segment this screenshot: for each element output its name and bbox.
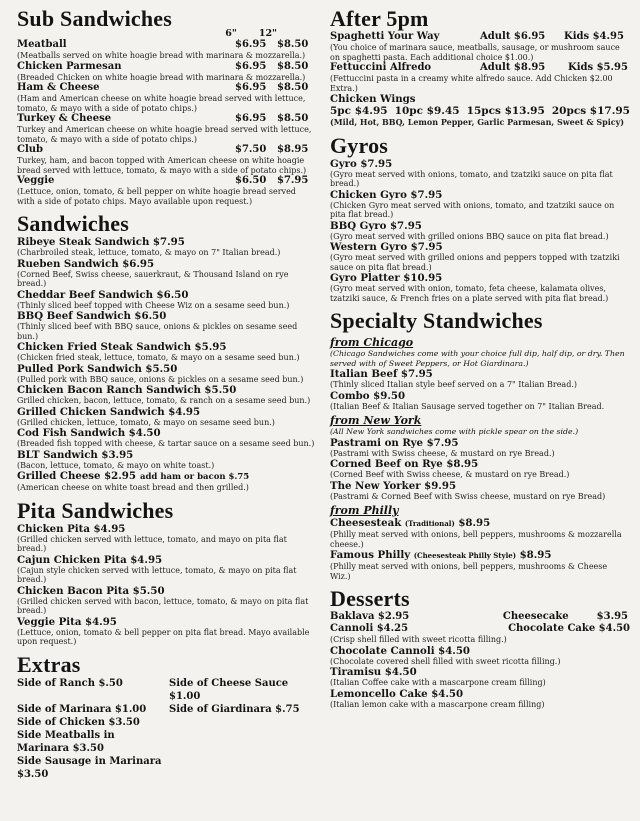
item-desc: (Lettuce, onion, tomato, & bell pepper on white hoagie bread served with a side of potato chips. Mayo available upon request.) [17, 187, 296, 206]
list-item [17, 310, 315, 341]
gyro-list [330, 158, 630, 304]
section-title: Gyros [330, 132, 389, 158]
baklava: Baklava $2.95 [330, 611, 410, 622]
item-desc: (Gyro meat served with onions, tomato, and tzatziki sauce on pita flat bread.) [330, 169, 613, 188]
list-item [17, 341, 315, 363]
extra-item: Side of Cheese Sauce $1.00 [169, 677, 289, 702]
sandwiches-section [17, 211, 315, 493]
price-6: $7.50 [235, 144, 267, 155]
price-12: $7.95 [277, 175, 309, 186]
pita-list [17, 523, 315, 647]
extra-item [169, 716, 315, 729]
item-desc: (American cheese on white toast bread and then grilled.) [17, 483, 249, 492]
region-newyork: from New York [330, 414, 422, 427]
list-item [17, 616, 315, 647]
extra-item: Side of Ranch $.50 [17, 677, 123, 689]
cheesecake-price: $3.95 [596, 611, 628, 622]
dessert-row-1 [330, 611, 630, 623]
item-desc: (Fettuccini pasta in a creamy white alfredo sauce. Add Chicken $2.00 Extra.) [330, 74, 613, 93]
item-desc: (Grilled chicken, lettuce, tomato, & mayo on sesame seed bun.) [17, 417, 275, 427]
item-name [17, 470, 315, 483]
section-title: After 5pm [330, 6, 429, 31]
item-title: Italian Beef $7.95 [330, 368, 433, 380]
list-item [17, 449, 315, 471]
price-12: $8.50 [277, 82, 309, 93]
item-title: Cajun Chicken Pita $4.95 [17, 553, 163, 566]
section-title: Sandwiches [17, 211, 130, 236]
price-6: $6.95 [235, 39, 267, 50]
list-item [17, 363, 315, 385]
list-item [330, 368, 630, 390]
item-desc: (Italian Beef & Italian Sausage served together on 7" Italian Bread. [330, 401, 605, 411]
dessert-list [330, 645, 630, 710]
sub-sandwiches-section [17, 6, 315, 206]
item-title: Chocolate Cannoli $4.50 [330, 644, 471, 657]
specialty-section [330, 308, 630, 581]
item-name [330, 645, 630, 657]
item-desc: (Bacon, lettuce, tomato, & mayo on white toast.) [17, 460, 215, 470]
item-desc: (Gyro meat served with grilled onions BBQ sauce on pita flat bread.) [330, 231, 609, 241]
extras-section [17, 652, 315, 781]
item-title: Grilled Cheese $2.95 [17, 470, 136, 482]
item-name [17, 406, 315, 418]
item-desc: Grilled chicken, bacon, lettuce, tomato, & ranch on a sesame seed bun.) [17, 396, 311, 405]
item-name [330, 666, 630, 678]
after5-section [330, 6, 630, 128]
desserts-section [330, 586, 630, 709]
spaghetti-row [330, 31, 630, 43]
cannoli: Cannoli $4.25 [330, 623, 409, 634]
item-row [17, 144, 315, 156]
gyros-section [330, 133, 630, 304]
list-item [330, 645, 630, 667]
item-name: Spaghetti Your Way [330, 31, 440, 42]
item-desc: (Philly meat served with onions, bell peppers, mushrooms & mozzarella cheese.) [330, 530, 622, 549]
item-name: Ham & Cheese [17, 82, 100, 93]
item-row [17, 82, 315, 94]
item-title: Lemoncello Cake $4.50 [330, 687, 464, 700]
item-name: Turkey & Cheese [17, 113, 112, 124]
item-name [17, 427, 315, 439]
list-item [330, 189, 630, 220]
item-desc: (Philly meat served with onions, bell peppers, mushrooms & Cheese Wiz.) [330, 562, 608, 581]
item-desc: Turkey and American cheese on white hoagie bread served with lettuce, tomato, & mayo with a side of potato chips.) [17, 125, 312, 144]
item-title: The New Yorker $9.95 [330, 479, 457, 492]
item-name: Cheesesteak (Traditional) $8.95 [330, 517, 491, 529]
item-name: Famous Philly (Cheesesteak Philly Style) $8.95 [330, 549, 552, 561]
list-item [17, 384, 315, 406]
item-desc: (Chicken fried steak, lettuce, tomato, & mayo on a sesame seed bun.) [17, 353, 300, 362]
price-12: $8.50 [277, 60, 309, 72]
item-title: Ribeye Steak Sandwich $7.95 [17, 236, 185, 248]
sub-list [17, 39, 315, 206]
item-name [17, 585, 315, 597]
item-name [330, 220, 630, 232]
section-title: Specialty Standwiches [330, 308, 543, 333]
extras-list [17, 677, 315, 781]
cheesecake: Cheesecake [502, 611, 569, 622]
region-note: (All New York sandwiches come with pickle spear on the side.) [330, 427, 579, 436]
list-item [330, 241, 630, 272]
item-title: Veggie Pita $4.95 [17, 615, 117, 628]
kids-price: Kids $5.95 [568, 62, 628, 73]
item-title: BBQ Gyro $7.95 [330, 219, 422, 232]
extra-item [169, 729, 315, 755]
wings-10: 10pc $9.45 [394, 105, 460, 117]
item-name [330, 458, 630, 470]
list-item [17, 523, 315, 554]
item-desc: (Breaded Chicken on white hoagie bread with marinara & mozzarella.) [17, 72, 306, 82]
list-item [330, 220, 630, 242]
item-name [330, 390, 630, 402]
list-item [17, 144, 315, 175]
region-chicago: from Chicago [330, 336, 414, 349]
item-title: BBQ Beef Sandwich $6.50 [17, 310, 167, 322]
list-item [17, 289, 315, 311]
extra-item: Side Sausage in Marinara $3.50 [17, 755, 162, 780]
item-title: Combo $9.50 [330, 389, 406, 402]
item-name [330, 241, 630, 253]
item-name [330, 688, 630, 700]
item-desc: (Lettuce, onion, tomato & bell pepper on pita flat bread. Mayo available upon request.) [17, 627, 310, 646]
item-desc: (Thinly sliced beef topped with Cheese Wiz on a sesame seed bun.) [17, 300, 290, 310]
item-desc: (Chocolate covered shell filled with sweet ricotta filling.) [330, 656, 561, 666]
item-row [17, 61, 315, 73]
size-small: 6" [225, 28, 237, 39]
item-desc: Turkey, ham, and bacon topped with American cheese on white hoagie bread served with lettuce, tomato, & mayo with a side of potato chips.) [17, 156, 307, 175]
list-item [330, 158, 630, 189]
section-title: Desserts [330, 586, 410, 611]
wings-20: 20pcs $17.95 [551, 105, 630, 117]
item-desc: (Corned Beef with Swiss cheese, & mustard on rye Bread.) [330, 470, 570, 479]
item-name [17, 310, 315, 322]
section-title: Sub Sandwiches [17, 6, 173, 31]
chocolate-cake: Chocolate Cake $4.50 [508, 623, 630, 634]
item-name [330, 189, 630, 201]
region-philly: from Philly [330, 504, 399, 517]
price-6: $6.95 [235, 60, 267, 72]
item-name: Chicken Parmesan [17, 60, 122, 72]
wings-name: Chicken Wings [330, 93, 416, 105]
item-title: Pulled Pork Sandwich $5.50 [17, 362, 178, 375]
list-item [330, 688, 630, 710]
list-item [17, 82, 315, 113]
list-item [330, 517, 630, 549]
item-desc: (Pastrami & Corned Beef with Swiss cheese, mustard on rye Bread) [330, 491, 606, 501]
sandwich-list [17, 236, 315, 493]
list-item [17, 113, 315, 144]
item-title: Western Gyro $7.95 [330, 241, 443, 253]
list-item [330, 437, 630, 459]
item-name: Club [17, 144, 44, 155]
item-desc: (Crisp shell filled with sweet ricotta filling.) [330, 635, 507, 644]
list-item [17, 406, 315, 428]
item-name [17, 236, 315, 248]
item-title: Rueben Sandwich $6.95 [17, 257, 155, 270]
extra-item: Side of Giardinara $.75 [169, 703, 300, 715]
list-item [330, 272, 630, 303]
extra-item: Side of Chicken $3.50 [17, 716, 140, 728]
price-12: $8.50 [277, 113, 309, 124]
item-name [17, 289, 315, 301]
item-desc: (You choice of marinara sauce, meatballs, sausage, or mushroom sauce on spaghetti pasta. Each additional choice $1.00.) [330, 43, 620, 62]
item-title: Chicken Bacon Pita $5.50 [17, 584, 165, 597]
dessert-row-2 [330, 623, 630, 635]
item-desc: (Corned Beef, Swiss cheese, sauerkraut, & Thousand Island on rye bread.) [17, 269, 289, 288]
item-name [17, 341, 315, 353]
left-column [17, 6, 315, 781]
item-desc: (Gyro meat served with grilled onions and peppers topped with tzatziki sauce on pita flat bread.) [330, 253, 620, 272]
item-title: Pastrami on Rye $7.95 [330, 436, 459, 449]
item-desc: (Pulled pork with BBQ sauce, onions & pickles on a sesame seed bun.) [17, 374, 304, 384]
price-6: $6.95 [235, 113, 267, 124]
section-title: Pita Sandwiches [17, 497, 174, 523]
pita-section [17, 498, 315, 647]
item-title: Cod Fish Sandwich $4.50 [17, 427, 161, 439]
item-name: Meatball [17, 39, 67, 50]
list-item [330, 549, 630, 581]
item-title: Cheddar Beef Sandwich $6.50 [17, 288, 189, 301]
item-extra: add ham or bacon $.75 [139, 472, 250, 482]
list-item [17, 39, 315, 61]
extra-item [169, 755, 315, 781]
list-item [17, 427, 315, 449]
wings-5: 5pc $4.95 [330, 105, 388, 117]
item-desc: (Charbroiled steak, lettuce, tomato, & mayo on 7" Italian bread.) [17, 248, 281, 257]
list-item [17, 470, 315, 493]
item-name [17, 554, 315, 566]
item-name [330, 158, 630, 170]
price-6: $6.50 [235, 175, 267, 186]
item-desc: (Pastrami with Swiss cheese, & mustard on rye Bread.) [330, 448, 555, 458]
item-name [330, 437, 630, 449]
item-title: Chicken Fried Steak Sandwich $5.95 [17, 341, 227, 353]
item-title: Grilled Chicken Sandwich $4.95 [17, 405, 201, 418]
item-title: Gyro Platter $10.95 [330, 272, 443, 284]
item-desc: (Gyro meat served with onion, tomato, feta cheese, kalamata olives, tzatziki sauce, & French fries on a plate served with pita flat bread.) [330, 284, 609, 303]
item-title: Chicken Gyro $7.95 [330, 188, 443, 201]
item-row [17, 113, 315, 125]
adult-price: Adult $8.95 [480, 62, 546, 73]
item-desc: (Breaded fish topped with cheese, & tartar sauce on a sesame seed bun.) [17, 439, 315, 448]
list-item [330, 666, 630, 688]
item-desc: (Chicken Gyro meat served with onions, tomato, and tzatziki sauce on pita flat bread.) [330, 200, 615, 219]
adult-price: Adult $6.95 [480, 31, 546, 42]
chicago-list [330, 368, 630, 411]
item-name [330, 368, 630, 380]
newyork-list [330, 437, 630, 502]
list-item [17, 258, 315, 289]
item-desc: (Italian Coffee cake with a mascarpone cream filling) [330, 678, 546, 687]
list-item [17, 585, 315, 616]
item-desc: (Grilled chicken served with lettuce, tomato, and mayo on pita flat bread.) [17, 534, 287, 553]
price-6: $6.95 [235, 82, 267, 93]
price-12: $8.95 [277, 144, 309, 155]
section-title: Extras [17, 651, 81, 677]
item-desc: (Meatballs served on white hoagie bread with marinara & mozzarella.) [17, 51, 306, 60]
item-title: Chicken Pita $4.95 [17, 522, 126, 535]
item-desc: (Thinly sliced beef with BBQ sauce, onions & pickles on sesame seed bun.) [17, 322, 298, 341]
item-name [17, 523, 315, 535]
right-column [330, 6, 630, 709]
list-item [330, 390, 630, 412]
kids-price: Kids $4.95 [564, 31, 624, 42]
extra-item: Side Meatballs in Marinara $3.50 [17, 729, 115, 754]
item-desc: (Thinly sliced Italian style beef served on a 7" Italian Bread.) [330, 380, 577, 389]
list-item [330, 480, 630, 502]
item-title: Gyro $7.95 [330, 157, 393, 170]
item-name [17, 384, 315, 396]
item-title: Chicken Bacon Ranch Sandwich $5.50 [17, 384, 237, 396]
item-title: Tiramisu $4.50 [330, 666, 417, 678]
item-name [17, 449, 315, 461]
fettuccini-row [330, 62, 630, 74]
item-name: Fettuccini Alfredo [330, 62, 432, 73]
item-name [330, 272, 630, 284]
wings-desc: (Mild, Hot, BBQ, Lemon Pepper, Garlic Parmesan, Sweet & Spicy) [330, 117, 625, 127]
wings-15: 15pcs $13.95 [466, 105, 545, 117]
item-desc: (Italian lemon cake with a mascarpone cream filling) [330, 699, 545, 709]
list-item [17, 61, 315, 83]
extra-item: Side of Marinara $1.00 [17, 703, 147, 715]
item-name [330, 480, 630, 492]
item-name [17, 258, 315, 270]
list-item [17, 554, 315, 585]
item-desc: (Grilled chicken served with bacon, lettuce, tomato, & mayo on pita flat bread.) [17, 596, 309, 615]
price-12: $8.50 [277, 39, 309, 50]
item-name [17, 616, 315, 628]
item-name [17, 363, 315, 375]
item-title: Corned Beef on Rye $8.95 [330, 458, 479, 470]
list-item [330, 458, 630, 480]
item-row [17, 39, 315, 51]
item-name: Veggie [17, 175, 55, 186]
item-title: BLT Sandwich $3.95 [17, 448, 134, 461]
item-desc: (Ham and American cheese on white hoagie bread served with lettuce, tomato, & mayo with a side of potato chips.) [17, 94, 306, 113]
list-item [17, 175, 315, 206]
item-desc: (Cajun style chicken served with lettuce, tomato, & mayo on pita flat bread.) [17, 565, 297, 584]
region-note: (Chicago Sandwiches come with your choice full dip, half dip, or dry. Then served with of Sweet Peppers, or Hot Giardinara.) [330, 349, 625, 368]
list-item [17, 236, 315, 258]
item-row [17, 175, 315, 187]
size-large: 12" [258, 28, 277, 39]
